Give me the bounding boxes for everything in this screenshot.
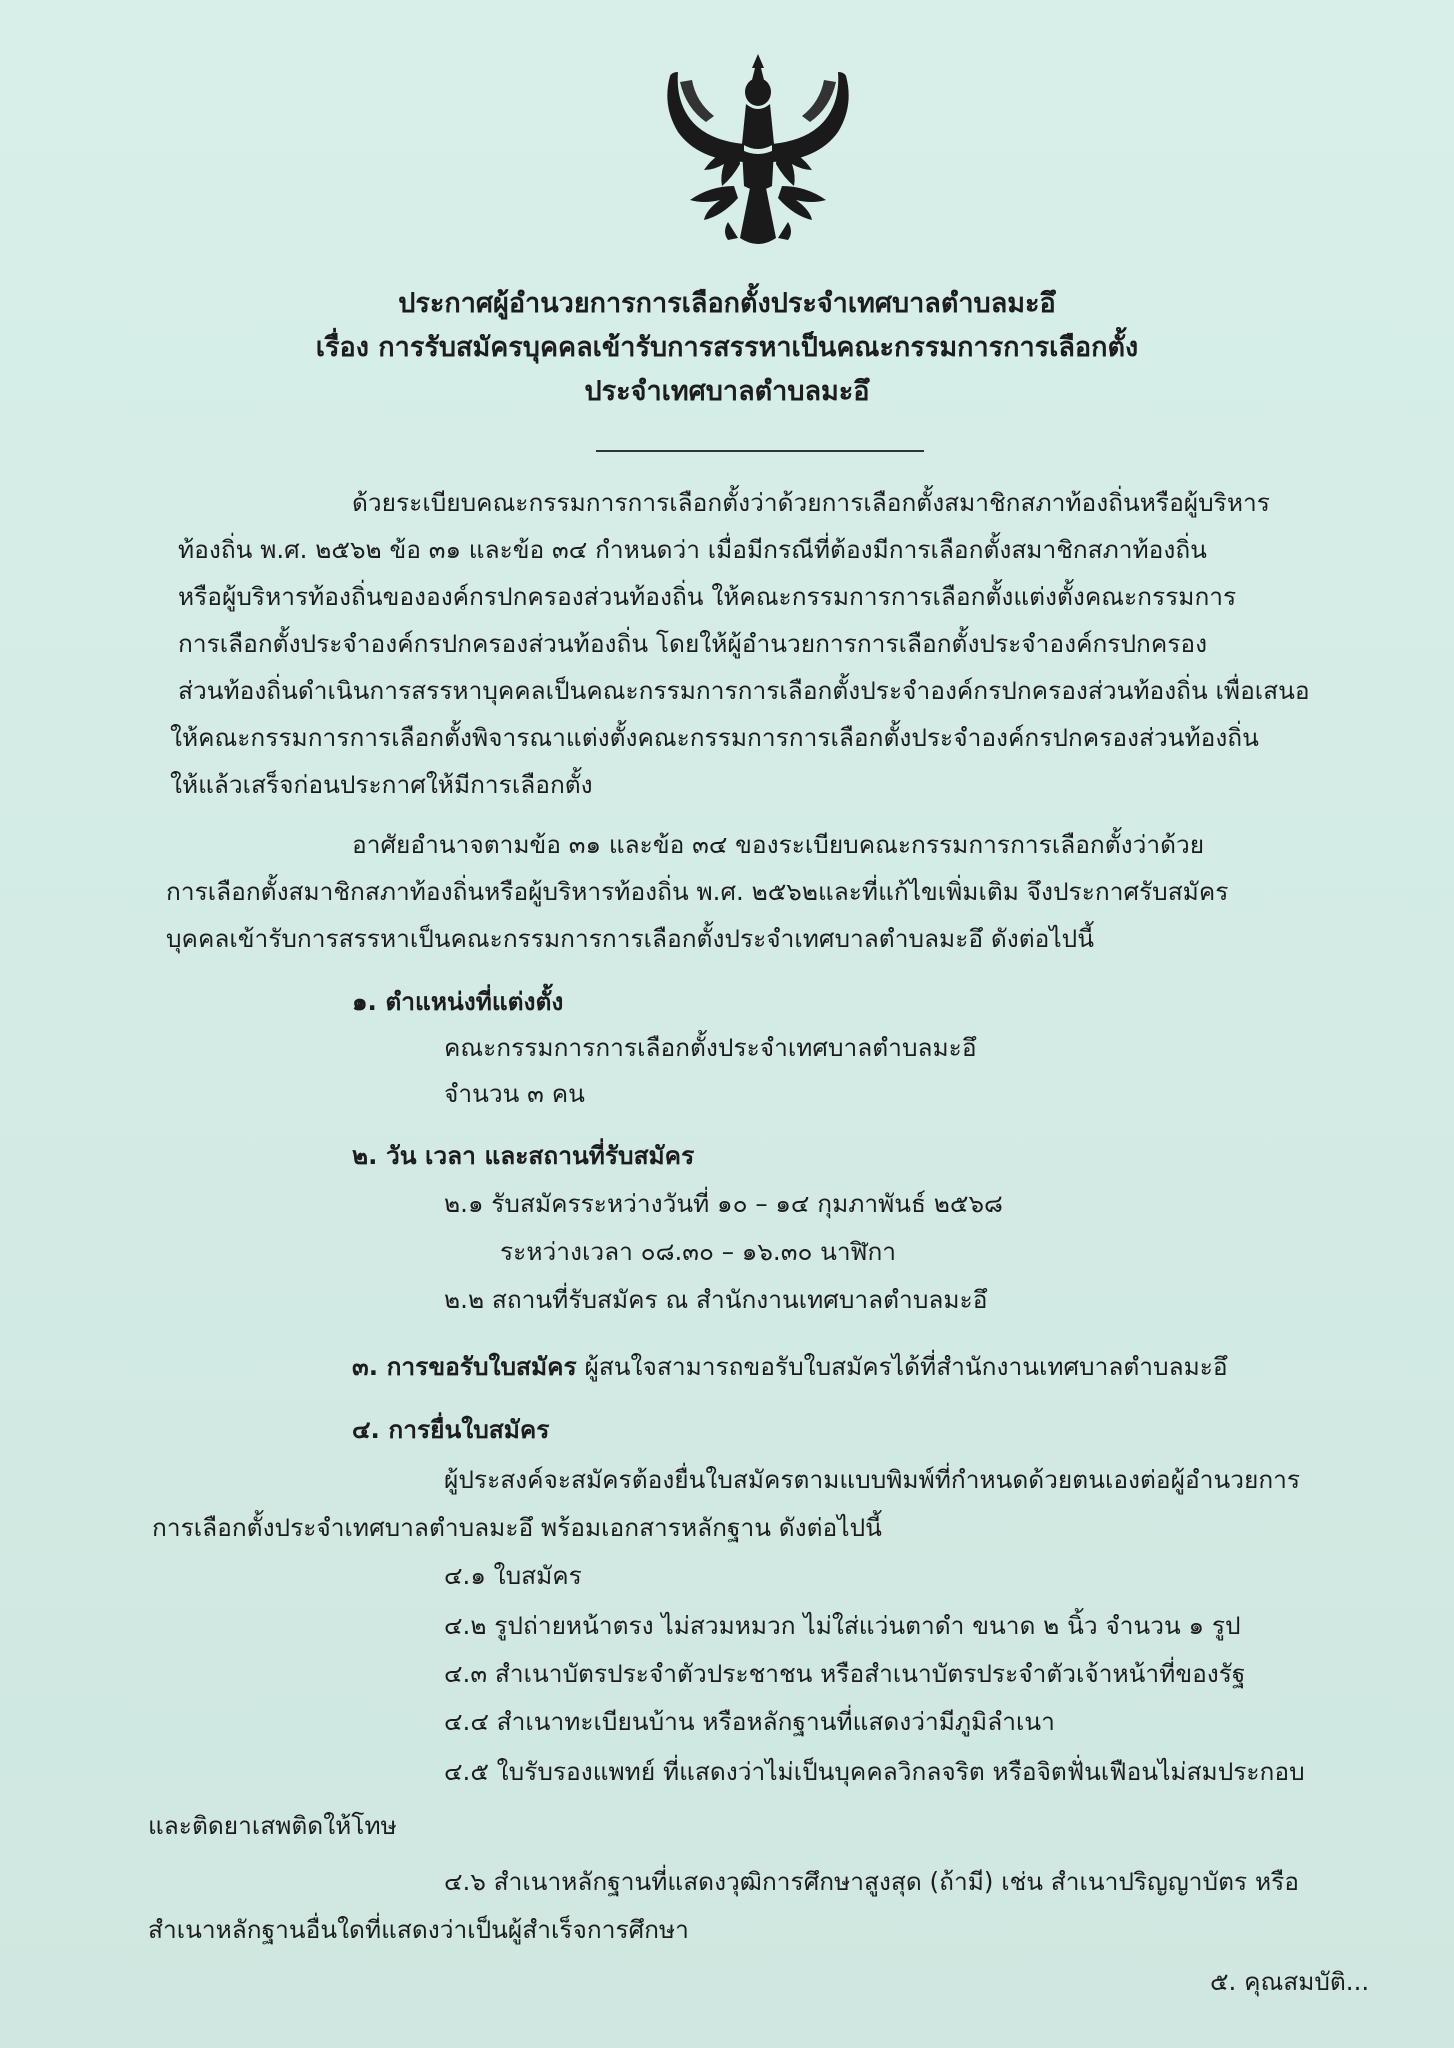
para2-line-3: บุคคลเข้ารับการสรรหาเป็นคณะกรรมการการเลือกตั้งประจำเทศบาลตำบลมะอึ ดังต่อไปนี้ bbox=[166, 924, 1094, 953]
title-divider bbox=[596, 450, 924, 452]
section4-item-1: ๔.๑ ใบสมัคร bbox=[444, 1561, 582, 1590]
para1-line-4: การเลือกตั้งประจำองค์กรปกครองส่วนท้องถิ่น โดยให้ผู้อำนวยการการเลือกตั้งประจำองค์กรปกครอง bbox=[178, 629, 1208, 658]
section1-heading: ๑. ตำแหน่งที่แต่งตั้ง bbox=[352, 987, 564, 1016]
announcement-title bbox=[0, 282, 1454, 414]
section4-intro-1: ผู้ประสงค์จะสมัครต้องยื่นใบสมัครตามแบบพิมพ์ที่กำหนดด้วยตนเองต่อผู้อำนวยการ bbox=[444, 1465, 1301, 1494]
section4-item-6a: ๔.๖ สำเนาหลักฐานที่แสดงวุฒิการศึกษาสูงสุด (ถ้ามี) เช่น สำเนาปริญญาบัตร หรือ bbox=[444, 1867, 1299, 1896]
para2-line-1: อาศัยอำนาจตามข้อ ๓๑ และข้อ ๓๔ ของระเบียบคณะกรรมการการเลือกตั้งว่าด้วย bbox=[352, 830, 1205, 859]
title-line-2: เรื่อง การรับสมัครบุคคลเข้ารับการสรรหาเป็นคณะกรรมการการเลือกตั้ง bbox=[315, 332, 1139, 363]
para1-line-7: ให้แล้วเสร็จก่อนประกาศให้มีการเลือกตั้ง bbox=[170, 770, 593, 799]
section4-heading: ๔. การยื่นใบสมัคร bbox=[352, 1415, 550, 1444]
section2-item-2: ๒.๒ สถานที่รับสมัคร ณ สำนักงานเทศบาลตำบลมะอึ bbox=[444, 1285, 988, 1314]
section1-position: คณะกรรมการการเลือกตั้งประจำเทศบาลตำบลมะอึ bbox=[444, 1033, 977, 1062]
section3-line bbox=[352, 1347, 1228, 1387]
section4-intro-2: การเลือกตั้งประจำเทศบาลตำบลมะอึ พร้อมเอกสารหลักฐาน ดังต่อไปนี้ bbox=[152, 1513, 882, 1542]
title-line-1: ประกาศผู้อำนวยการการเลือกตั้งประจำเทศบาลตำบลมะอึ bbox=[398, 288, 1056, 319]
para1-line-2: ท้องถิ่น พ.ศ. ๒๕๖๒ ข้อ ๓๑ และข้อ ๓๔ กำหนดว่า เมื่อมีกรณีที่ต้องมีการเลือกตั้งสมาชิกสภาท้องถิ่น bbox=[178, 535, 1207, 564]
section4-item-3: ๔.๓ สำเนาบัตรประจำตัวประชาชน หรือสำเนาบัตรประจำตัวเจ้าหน้าที่ของรัฐ bbox=[444, 1659, 1246, 1688]
para1-line-5: ส่วนท้องถิ่นดำเนินการสรรหาบุคคลเป็นคณะกรรมการการเลือกตั้งประจำองค์กรปกครองส่วนท้องถิ่น เพื่อเสนอ bbox=[178, 676, 1310, 705]
section3-text: ผู้สนใจสามารถขอรับใบสมัครได้ที่สำนักงานเทศบาลตำบลมะอึ bbox=[584, 1352, 1228, 1381]
section4-item-4: ๔.๔ สำเนาทะเบียนบ้าน หรือหลักฐานที่แสดงว่ามีภูมิลำเนา bbox=[444, 1707, 1055, 1736]
para1-line-1: ด้วยระเบียบคณะกรรมการการเลือกตั้งว่าด้วยการเลือกตั้งสมาชิกสภาท้องถิ่นหรือผู้บริหาร bbox=[352, 488, 1270, 517]
section4-item-5a: ๔.๕ ใบรับรองแพทย์ ที่แสดงว่าไม่เป็นบุคคลวิกลจริต หรือจิตฟั่นเฟือนไม่สมประกอบ bbox=[444, 1757, 1305, 1786]
section2-item-1-time: ระหว่างเวลา ๐๘.๓๐ – ๑๖.๓๐ นาฬิกา bbox=[500, 1237, 897, 1266]
title-line-3: ประจำเทศบาลตำบลมะอึ bbox=[584, 376, 870, 407]
garuda-emblem-icon bbox=[650, 46, 866, 256]
section4-item-2: ๔.๒ รูปถ่ายหน้าตรง ไม่สวมหมวก ไม่ใส่แว่นตาดำ ขนาด ๒ นิ้ว จำนวน ๑ รูป bbox=[444, 1611, 1241, 1640]
section1-count: จำนวน ๓ คน bbox=[444, 1079, 585, 1108]
section3-heading: ๓. การขอรับใบสมัคร bbox=[352, 1352, 577, 1381]
para1-line-6: ให้คณะกรรมการการเลือกตั้งพิจารณาแต่งตั้งคณะกรรมการการเลือกตั้งประจำองค์กรปกครองส่วนท้องถิ่น bbox=[170, 723, 1259, 752]
section2-item-1: ๒.๑ รับสมัครระหว่างวันที่ ๑๐ – ๑๔ กุมภาพันธ์ ๒๕๖๘ bbox=[444, 1189, 1003, 1218]
continuation-marker: ๕. คุณสมบัติ... bbox=[1210, 1967, 1370, 1996]
para1-line-3: หรือผู้บริหารท้องถิ่นขององค์กรปกครองส่วนท้องถิ่น ให้คณะกรรมการการเลือกตั้งแต่งตั้งคณะกรรมการ bbox=[178, 582, 1237, 611]
section4-item-6b: สำเนาหลักฐานอื่นใดที่แสดงว่าเป็นผู้สำเร็จการศึกษา bbox=[148, 1915, 689, 1944]
para2-line-2: การเลือกตั้งสมาชิกสภาท้องถิ่นหรือผู้บริหารท้องถิ่น พ.ศ. ๒๕๖๒และที่แก้ไขเพิ่มเติม จึงประกาศรับสมัคร bbox=[166, 877, 1229, 906]
section2-heading: ๒. วัน เวลา และสถานที่รับสมัคร bbox=[352, 1141, 695, 1170]
section4-item-5b: และติดยาเสพติดให้โทษ bbox=[148, 1811, 397, 1840]
